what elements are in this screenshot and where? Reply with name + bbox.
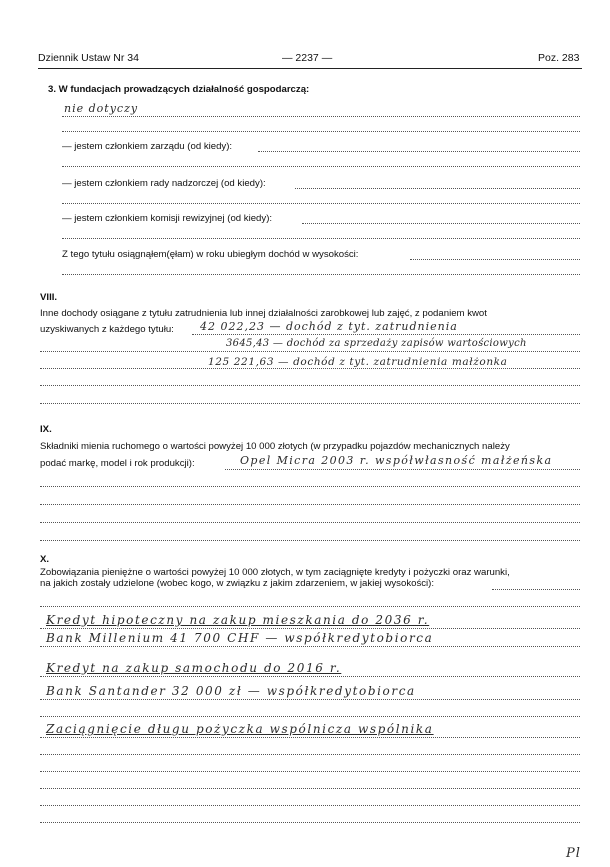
fill-line: [410, 259, 580, 260]
section10-handwritten-2: Bank Millenium 41 700 CHF — współkredytobiorca: [46, 631, 434, 645]
fill-line: [302, 223, 580, 224]
fill-line: [40, 805, 580, 806]
fill-line: [62, 274, 580, 275]
section3-title: 3. W fundacjach prowadzących działalność gospodarczą:: [48, 84, 310, 95]
fill-line: [40, 646, 580, 647]
member-audit-label: — jestem członkiem komisji rewizyjnej (od kiedy):: [62, 213, 273, 224]
fill-line: [62, 166, 580, 167]
section9-handwritten-1: Opel Micra 2003 r. współwłasność małżeńska: [240, 454, 553, 467]
fill-line: [40, 368, 580, 369]
fill-line: [40, 606, 580, 607]
section10-handwritten-5: Zaciągnięcie długu pożyczka wspólnicza wspólnika: [46, 722, 434, 736]
fill-line: [62, 131, 580, 132]
position-number: Poz. 283: [538, 52, 580, 64]
journal-name: Dziennik Ustaw Nr 34: [38, 52, 139, 64]
fill-line: [40, 771, 580, 772]
section10-handwritten-3: Kredyt na zakup samochodu do 2016 r.: [46, 661, 342, 675]
section9-text: podać markę, model i rok produkcji):: [40, 458, 195, 469]
section9-text: Składniki mienia ruchomego o wartości powyżej 10 000 złotych (w przypadku pojazdów mechanicznych należy: [40, 441, 510, 452]
fill-line: [492, 589, 580, 590]
section9-number: IX.: [40, 424, 52, 435]
fill-line: [40, 385, 580, 386]
fill-line: [40, 504, 580, 505]
fill-line: [62, 238, 580, 239]
section8-number: VIII.: [40, 292, 58, 303]
fill-line: [40, 486, 580, 487]
section8-handwritten-2: 3645,43 — dochód za sprzedaży zapisów wartościowych: [226, 338, 527, 349]
fill-line: [40, 754, 580, 755]
section10-text: na jakich zostały udzielone (wobec kogo, w związku z jakim zdarzeniem, w jakiej wysokości):: [40, 578, 435, 589]
section8-text: uzyskiwanych z każdego tytułu:: [40, 324, 174, 335]
member-board-label: — jestem członkiem zarządu (od kiedy):: [62, 141, 233, 152]
fill-line: [40, 699, 580, 700]
fill-line: [40, 628, 580, 629]
fill-line: [40, 676, 580, 677]
income-label: Z tego tytułu osiągnąłem(ęłam) w roku ubiegłym dochód w wysokości:: [62, 249, 359, 260]
fill-line: [192, 334, 580, 335]
fill-line: [62, 116, 580, 117]
fill-line: [40, 540, 580, 541]
fill-line: [225, 469, 580, 470]
fill-line: [40, 351, 580, 352]
section10-handwritten-1: Kredyt hipoteczny na zakup mieszkania do 2036 r.: [46, 613, 430, 627]
fill-line: [40, 737, 580, 738]
fill-line: [40, 788, 580, 789]
fill-line: [40, 822, 580, 823]
fill-line: [40, 716, 580, 717]
fill-line: [40, 403, 580, 404]
handwritten-initials: Pl: [566, 846, 581, 861]
section3-handwritten-answer: nie dotyczy: [64, 102, 139, 115]
fill-line: [258, 151, 580, 152]
fill-line: [62, 203, 580, 204]
section10-handwritten-4: Bank Santander 32 000 zł — współkredytobiorca: [46, 684, 416, 698]
section8-handwritten-3: 125 221,63 — dochód z tyt. zatrudnienia małżonka: [208, 356, 508, 368]
page-number: — 2237 —: [282, 52, 333, 64]
section10-number: X.: [40, 554, 50, 565]
header-rule: [38, 68, 582, 69]
fill-line: [295, 188, 580, 189]
section8-handwritten-1: 42 022,23 — dochód z tyt. zatrudnienia: [200, 320, 458, 333]
section8-text: Inne dochody osiągane z tytułu zatrudnienia lub innej działalności zarobkowej lub zajęć, z podaniem kwot: [40, 308, 487, 319]
section10-text: Zobowiązania pieniężne o wartości powyżej 10 000 złotych, w tym zaciągnięte kredyty i pożyczki oraz warunki,: [40, 567, 510, 578]
member-supervisory-label: — jestem członkiem rady nadzorczej (od kiedy):: [62, 178, 266, 189]
fill-line: [40, 522, 580, 523]
